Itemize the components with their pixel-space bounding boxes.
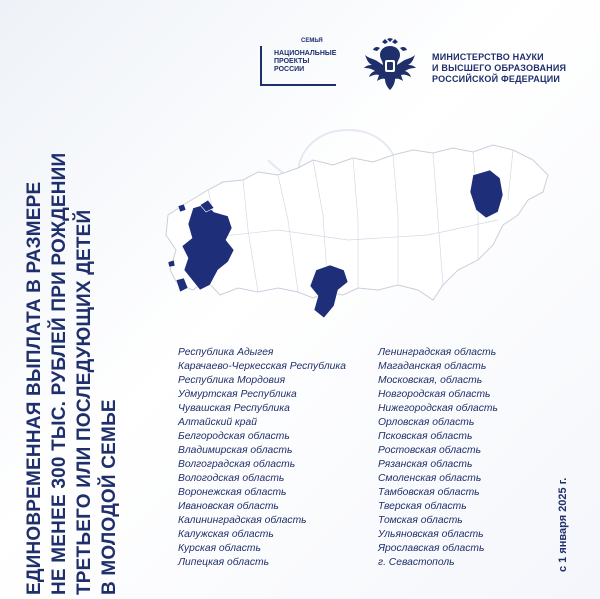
ministry-line-3: РОССИЙСКОЙ ФЕДЕРАЦИИ [432,74,561,84]
list-item: Владимирская область [178,445,293,456]
list-item: Ленинградская область [378,347,497,358]
list-item: Калининградская область [178,515,307,526]
np-logo-top-label: СЕМЬЯ [301,38,323,44]
list-item: г. Севастополь [378,557,455,568]
list-item: Магаданская область [378,361,487,372]
national-projects-logo [258,38,338,86]
ministry-line-2: И ВЫСШЕГО ОБРАЗОВАНИЯ [432,63,567,73]
list-item: Калужская область [178,529,274,540]
ministry-line-1: МИНИСТЕРСТВО НАУКИ [432,52,544,62]
list-item: Ярославская область [378,543,485,554]
list-item: Нижегородская область [378,403,498,414]
np-logo-line-1: НАЦИОНАЛЬНЫЕ [274,50,337,57]
title-line-3: ТРЕТЬЕГО ИЛИ ПОСЛЕДУЮЩИХ ДЕТЕЙ [74,209,95,595]
date-note: с 1 января 2025 г. [557,477,569,572]
list-item: Карачаево-Черкесская Республика [178,361,346,372]
list-item: Ивановская область [178,501,279,512]
title-line-4: В МОЛОДОЙ СЕМЬЕ [99,399,120,595]
list-item: Вологодская область [178,473,285,484]
list-item: Республика Мордовия [178,375,286,386]
list-item: Воронежская область [178,487,287,498]
list-item: Тамбовская область [378,487,480,498]
russia-map [148,120,558,340]
regions-column-2 [378,346,498,570]
list-item: Липецкая область [178,557,269,568]
list-item: Чувашская Республика [178,403,290,414]
list-item: Московская, область [378,375,483,386]
list-item: Новгородская область [378,389,491,400]
list-item: Волгоградская область [178,459,296,470]
vertical-title [22,75,122,595]
list-item: Тверская область [378,501,467,512]
list-item: Томская область [378,515,463,526]
list-item: Алтайский край [178,417,257,428]
list-item: Орловская область [378,417,475,428]
list-item: Республика Адыгея [178,347,274,358]
title-line-2: НЕ МЕНЕЕ 300 ТЫС. РУБЛЕЙ ПРИ РОЖДЕНИИ [49,152,70,595]
list-item: Ульяновская область [378,529,484,540]
np-logo-text [274,50,336,74]
title-line-1: ЕДИНОВРЕМЕННАЯ ВЫПЛАТА В РАЗМЕРЕ [24,181,45,595]
ministry-name [432,52,566,85]
list-item: Удмуртская Республика [178,389,297,400]
np-logo-line-3: РОССИИ [274,66,305,73]
double-headed-eagle-icon [362,38,418,98]
list-item: Смоленская область [378,473,482,484]
region-kaliningrad [168,260,175,267]
list-item: Белгородская область [178,431,290,442]
list-item: Псковская область [378,431,473,442]
regions-column-1 [178,346,346,570]
list-item: Рязанская область [378,459,473,470]
list-item: Курская область [178,543,261,554]
np-logo-line-2: ПРОЕКТЫ [274,58,310,65]
list-item: Ростовская область [378,445,482,456]
